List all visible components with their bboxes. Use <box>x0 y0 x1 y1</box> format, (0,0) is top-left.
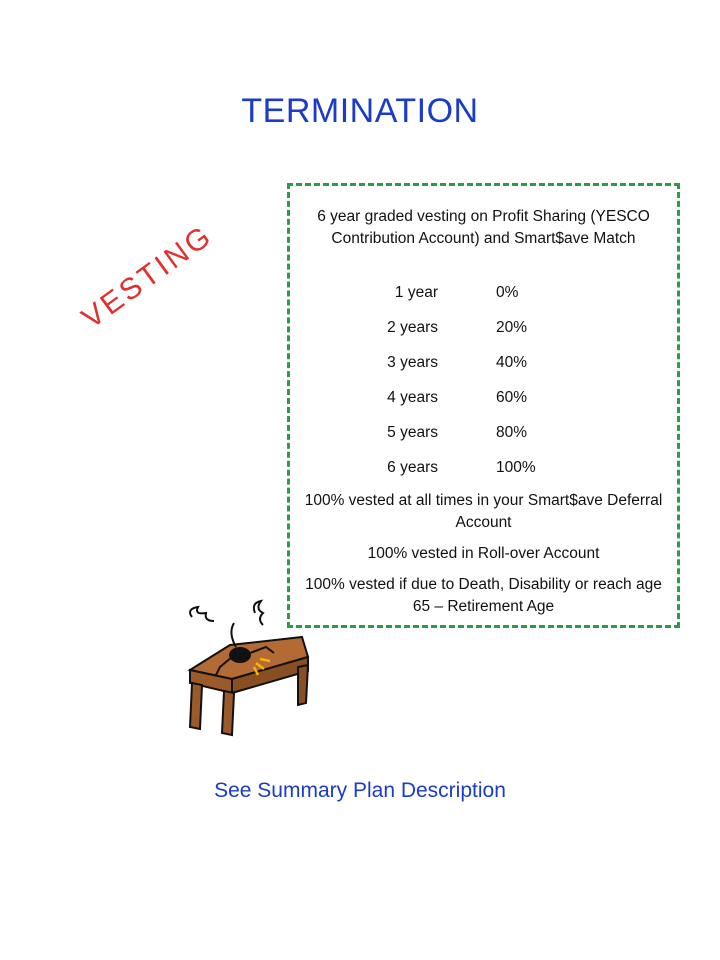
schedule-years: 5 years <box>387 424 438 441</box>
schedule-years: 2 years <box>387 319 438 336</box>
stressed-person-at-desk-illustration <box>170 595 320 745</box>
desk-leg <box>190 683 202 729</box>
vesting-schedule-row <box>290 389 677 411</box>
vesting-schedule-row <box>290 354 677 376</box>
vesting-note: 100% vested at all times in your Smart$ave Deferral Account <box>304 492 663 531</box>
schedule-years: 3 years <box>387 354 438 371</box>
schedule-years: 6 years <box>387 459 438 476</box>
vesting-schedule-row <box>290 424 677 446</box>
schedule-years: 4 years <box>387 389 438 406</box>
summary-plan-link[interactable]: See Summary Plan Description <box>214 779 506 802</box>
vesting-schedule-row <box>290 319 677 341</box>
schedule-percent: 100% <box>496 459 536 476</box>
stress-squiggle-icon <box>254 601 263 625</box>
schedule-percent: 20% <box>496 319 528 336</box>
schedule-percent: 80% <box>496 424 528 441</box>
vesting-details-box <box>287 183 680 628</box>
schedule-percent: 0% <box>496 284 519 301</box>
vesting-note: 100% vested in Roll-over Account <box>367 545 600 562</box>
schedule-percent: 60% <box>496 389 528 406</box>
desk-leg <box>222 691 234 735</box>
vesting-side-label: VESTING <box>76 218 219 336</box>
vesting-note: 100% vested if due to Death, Disability or reach age 65 – Retirement Age <box>305 576 662 615</box>
desk-leg <box>298 665 308 705</box>
vesting-schedule-row <box>290 459 677 481</box>
stress-squiggle-icon <box>190 607 214 621</box>
vesting-schedule-row <box>290 284 677 306</box>
schedule-years: 1 year <box>394 284 438 301</box>
page-title: TERMINATION <box>241 92 479 130</box>
person-head <box>229 647 251 663</box>
schedule-percent: 40% <box>496 354 528 371</box>
vesting-intro-text: 6 year graded vesting on Profit Sharing (YESCO Contribution Account) and Smart$ave Match <box>317 208 650 247</box>
